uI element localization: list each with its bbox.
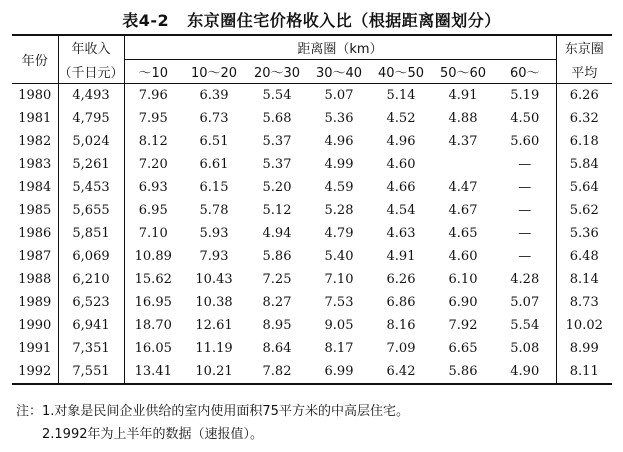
ratio-cell: 15.62 [134, 272, 172, 287]
ratio-cell: 10.89 [134, 249, 172, 264]
table-row [12, 291, 612, 314]
ratio-cell: 5.40 [324, 249, 354, 264]
ratio-cell: 7.09 [386, 341, 416, 356]
income-cell: 5,453 [58, 176, 124, 199]
average-cell: 5.64 [569, 180, 599, 195]
ratio-cell: 5.12 [262, 203, 292, 218]
ratio-cell: 4.90 [494, 360, 556, 384]
ratio-cell: 16.05 [134, 341, 172, 356]
year-cell: 1980 [12, 84, 58, 108]
income-cell: 4,493 [58, 84, 124, 108]
ratio-cell [432, 153, 494, 176]
band-header: 20～30 [246, 60, 308, 84]
average-cell: 10.02 [565, 318, 603, 333]
average-cell: 6.18 [569, 134, 599, 149]
ratio-cell: — [494, 199, 556, 222]
ratio-cell: 6.95 [138, 203, 168, 218]
ratio-cell: 18.70 [134, 318, 172, 333]
distance-group-header: 距离圈（km） [124, 35, 556, 60]
ratio-cell: 5.07 [494, 291, 556, 314]
ratio-cell: 10.38 [195, 295, 233, 310]
ratio-cell: 7.25 [262, 272, 292, 287]
ratio-cell: 12.61 [195, 318, 233, 333]
table-row [12, 360, 612, 384]
year-cell: 1981 [12, 107, 58, 130]
ratio-cell: 10.43 [195, 272, 233, 287]
table-row [12, 245, 612, 268]
ratio-cell: 7.92 [448, 318, 478, 333]
income-cell: 6,941 [58, 314, 124, 337]
ratio-cell: 5.07 [324, 88, 354, 103]
ratio-cell: 6.73 [199, 111, 229, 126]
ratio-cell: 4.60 [448, 249, 478, 264]
year-cell: 1988 [12, 268, 58, 291]
ratio-cell: 7.53 [324, 295, 354, 310]
ratio-cell: — [494, 245, 556, 268]
ratio-cell: 4.63 [386, 226, 416, 241]
ratio-cell: 4.66 [386, 180, 416, 195]
band-header: ～10 [124, 60, 182, 84]
year-cell: 1983 [12, 153, 58, 176]
income-cell: 7,551 [58, 360, 124, 384]
ratio-cell: 5.37 [262, 157, 292, 172]
income-cell: 5,024 [58, 130, 124, 153]
ratio-cell: 8.12 [138, 134, 168, 149]
table-row [12, 337, 612, 360]
ratio-cell: 4.88 [448, 111, 478, 126]
ratio-cell: 4.54 [386, 203, 416, 218]
ratio-cell: 13.41 [124, 360, 182, 384]
table-row [12, 84, 612, 108]
ratio-cell: 4.79 [324, 226, 354, 241]
average-cell: 8.99 [569, 341, 599, 356]
ratio-cell: 6.39 [199, 88, 229, 103]
band-header: 30～40 [308, 60, 370, 84]
year-cell: 1984 [12, 176, 58, 199]
year-cell: 1985 [12, 199, 58, 222]
ratio-cell: 5.28 [324, 203, 354, 218]
ratio-cell: 7.95 [138, 111, 168, 126]
ratio-cell: 7.20 [138, 157, 168, 172]
ratio-cell: 5.08 [494, 337, 556, 360]
ratio-cell: 5.54 [262, 88, 292, 103]
ratio-cell: 4.96 [324, 134, 354, 149]
tokyo-header-line1: 东京圈 [556, 35, 612, 60]
table-body [12, 84, 612, 385]
average-cell: 8.14 [569, 272, 599, 287]
ratio-cell: 6.61 [199, 157, 229, 172]
ratio-cell: 5.14 [386, 88, 416, 103]
ratio-cell: 6.86 [386, 295, 416, 310]
table-number: 表4-2 [122, 11, 170, 30]
income-header-line2: （千日元） [58, 60, 124, 84]
year-cell: 1982 [12, 130, 58, 153]
table-row [12, 268, 612, 291]
table-row [12, 107, 612, 130]
ratio-cell: 5.78 [199, 203, 229, 218]
ratio-cell: 11.19 [195, 341, 233, 356]
ratio-cell: 6.65 [448, 341, 478, 356]
ratio-cell: 4.28 [494, 268, 556, 291]
table-title [0, 8, 623, 31]
ratio-cell: 5.20 [262, 180, 292, 195]
average-cell: 6.26 [569, 88, 599, 103]
income-cell: 5,655 [58, 199, 124, 222]
ratio-cell: 4.99 [324, 157, 354, 172]
ratio-cell: 4.65 [448, 226, 478, 241]
ratio-cell: 4.60 [386, 157, 416, 172]
ratio-cell: 8.95 [262, 318, 292, 333]
ratio-cell: 6.26 [386, 272, 416, 287]
income-cell: 5,261 [58, 153, 124, 176]
price-income-table [12, 34, 612, 385]
income-cell: 6,069 [58, 245, 124, 268]
ratio-cell: — [494, 222, 556, 245]
ratio-cell: 7.10 [324, 272, 354, 287]
table-caption: 东京圈住宅价格收入比（根据距离圈划分） [187, 11, 501, 30]
income-cell: 6,210 [58, 268, 124, 291]
year-cell: 1990 [12, 314, 58, 337]
ratio-cell: 7.96 [138, 88, 168, 103]
average-cell: 8.73 [569, 295, 599, 310]
ratio-cell: 6.99 [308, 360, 370, 384]
ratio-cell: 4.59 [324, 180, 354, 195]
ratio-cell: 4.91 [386, 249, 416, 264]
ratio-cell: 5.54 [494, 314, 556, 337]
income-cell: 6,523 [58, 291, 124, 314]
ratio-cell: 4.91 [448, 88, 478, 103]
income-cell: 5,851 [58, 222, 124, 245]
ratio-cell: 4.37 [448, 134, 478, 149]
ratio-cell: 6.51 [199, 134, 229, 149]
year-cell: 1991 [12, 337, 58, 360]
year-cell: 1986 [12, 222, 58, 245]
ratio-cell: 8.17 [324, 341, 354, 356]
ratio-cell: 5.37 [262, 134, 292, 149]
ratio-cell: 5.86 [262, 249, 292, 264]
table-row [12, 199, 612, 222]
income-cell: 4,795 [58, 107, 124, 130]
ratio-cell: 5.36 [324, 111, 354, 126]
ratio-cell: 6.42 [370, 360, 432, 384]
ratio-cell: 6.10 [448, 272, 478, 287]
average-cell: 5.84 [569, 157, 599, 172]
ratio-cell: 7.82 [246, 360, 308, 384]
ratio-cell: 5.68 [262, 111, 292, 126]
income-header-line1: 年收入 [58, 35, 124, 60]
band-header: 10～20 [182, 60, 246, 84]
ratio-cell: 4.52 [386, 111, 416, 126]
average-cell: 6.48 [569, 249, 599, 264]
ratio-cell: 4.47 [448, 180, 478, 195]
table-row [12, 153, 612, 176]
year-cell: 1992 [12, 360, 58, 384]
ratio-cell: 7.93 [199, 249, 229, 264]
year-cell: 1989 [12, 291, 58, 314]
notes [16, 400, 616, 446]
table-row [12, 176, 612, 199]
ratio-cell: 4.94 [262, 226, 292, 241]
income-cell: 7,351 [58, 337, 124, 360]
table-row [12, 314, 612, 337]
average-cell: 6.32 [569, 111, 599, 126]
ratio-cell: 4.67 [448, 203, 478, 218]
ratio-cell: 5.93 [199, 226, 229, 241]
band-header: 40～50 [370, 60, 432, 84]
ratio-cell: — [494, 176, 556, 199]
ratio-cell: 8.64 [262, 341, 292, 356]
ratio-cell: — [494, 153, 556, 176]
ratio-cell: 4.96 [386, 134, 416, 149]
ratio-cell: 9.05 [324, 318, 354, 333]
band-header: 50～60 [432, 60, 494, 84]
ratio-cell: 5.19 [494, 84, 556, 108]
average-cell: 5.62 [569, 203, 599, 218]
average-cell: 8.11 [556, 360, 612, 384]
tokyo-header-line2: 平均 [556, 60, 612, 84]
ratio-cell: 7.10 [138, 226, 168, 241]
band-header: 60～ [494, 60, 556, 84]
ratio-cell: 8.16 [386, 318, 416, 333]
ratio-cell: 5.60 [494, 130, 556, 153]
ratio-cell: 6.90 [448, 295, 478, 310]
ratio-cell: 5.86 [432, 360, 494, 384]
table-row [12, 130, 612, 153]
note-1: 注：1.对象是民间企业供给的室内使用面积75平方米的中高层住宅。 [16, 404, 409, 419]
ratio-cell: 4.50 [494, 107, 556, 130]
ratio-cell: 6.93 [138, 180, 168, 195]
table-row [12, 222, 612, 245]
ratio-cell: 8.27 [262, 295, 292, 310]
year-header: 年份 [12, 35, 58, 84]
year-cell: 1987 [12, 245, 58, 268]
average-cell: 5.36 [569, 226, 599, 241]
ratio-cell: 10.21 [182, 360, 246, 384]
note-2: 2.1992年为上半年的数据（速报值）。 [42, 427, 263, 442]
ratio-cell: 6.15 [199, 180, 229, 195]
ratio-cell: 16.95 [134, 295, 172, 310]
